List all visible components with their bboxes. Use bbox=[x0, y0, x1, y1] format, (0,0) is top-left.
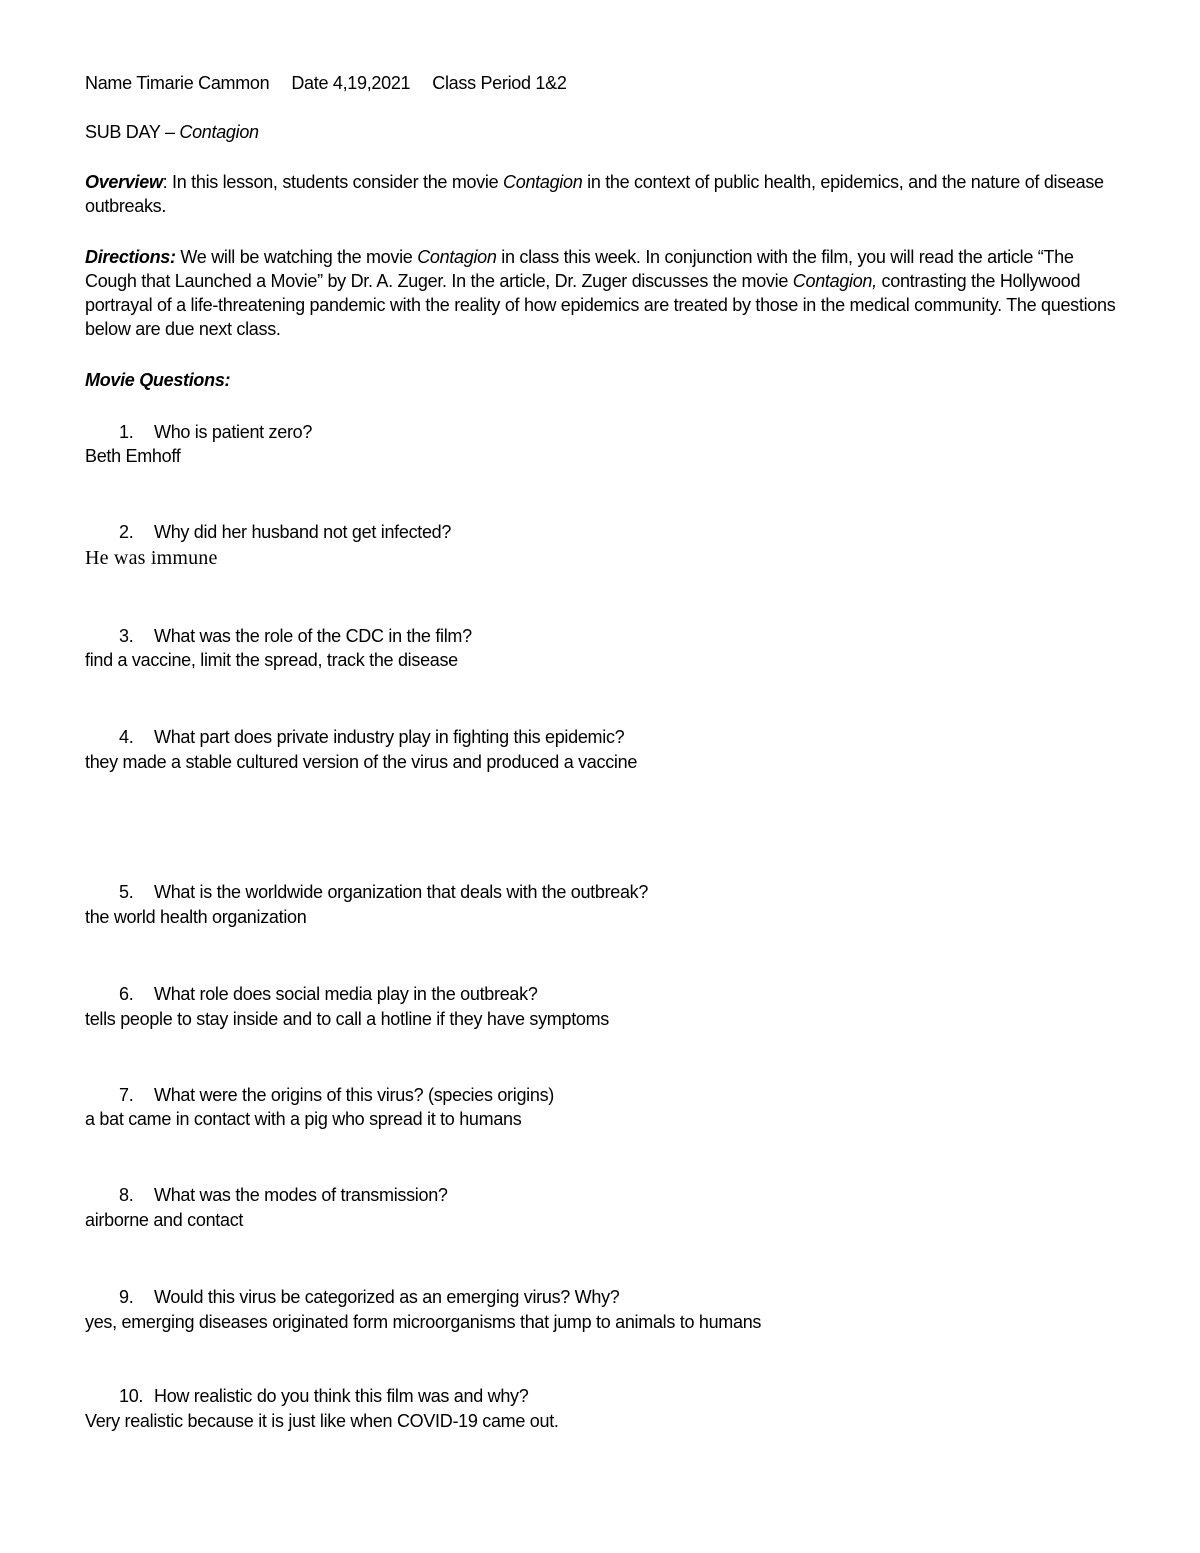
question-item bbox=[119, 1083, 554, 1107]
date-field: Date 4,19,2021 bbox=[291, 73, 411, 93]
question-number: 3. bbox=[119, 626, 134, 646]
question-number: 7. bbox=[119, 1085, 134, 1105]
question-number: 2. bbox=[119, 522, 134, 542]
question-number: 4. bbox=[119, 727, 134, 747]
question-item bbox=[119, 1183, 448, 1207]
question-text: How realistic do you think this film was and why? bbox=[154, 1386, 529, 1406]
question-item bbox=[119, 1285, 620, 1309]
question-item bbox=[119, 624, 472, 648]
answer-text: airborne and contact bbox=[85, 1210, 244, 1230]
question-text: What part does private industry play in fighting this epidemic? bbox=[154, 727, 625, 747]
overview-paragraph: Overview: In this lesson, students consider the movie Contagion in the context of public health, epidemics, and the nature of disease outbreaks. bbox=[85, 172, 1104, 216]
question-item bbox=[119, 880, 648, 904]
question-text: What role does social media play in the outbreak? bbox=[154, 984, 538, 1004]
question-number: 9. bbox=[119, 1287, 134, 1307]
sub-day-title: SUB DAY – Contagion bbox=[85, 122, 259, 142]
question-text: What is the worldwide organization that deals with the outbreak? bbox=[154, 882, 649, 902]
question-text: Would this virus be categorized as an emerging virus? Why? bbox=[154, 1287, 620, 1307]
question-item bbox=[119, 725, 624, 749]
answer-text: tells people to stay inside and to call a hotline if they have symptoms bbox=[85, 1009, 610, 1029]
question-text: What was the modes of transmission? bbox=[154, 1185, 448, 1205]
movie-title: Contagion bbox=[179, 122, 259, 142]
question-item bbox=[119, 982, 538, 1006]
answer-text: they made a stable cultured version of the virus and produced a vaccine bbox=[85, 752, 638, 772]
overview-label: Overview bbox=[85, 172, 163, 192]
question-item bbox=[119, 420, 312, 444]
question-text: What was the role of the CDC in the film? bbox=[154, 626, 472, 646]
question-text: Who is patient zero? bbox=[154, 422, 313, 442]
question-number: 6. bbox=[119, 984, 134, 1004]
question-number: 1. bbox=[119, 422, 134, 442]
answer-text: Beth Emhoff bbox=[85, 446, 181, 466]
answer-text: yes, emerging diseases originated form microorganisms that jump to animals to humans bbox=[85, 1312, 762, 1332]
movie-questions-heading: Movie Questions: bbox=[85, 370, 231, 390]
answer-text: Very realistic because it is just like when COVID-19 came out. bbox=[85, 1411, 559, 1431]
answer-text: He was immune bbox=[85, 547, 218, 569]
student-name: Name Timarie Cammon bbox=[85, 73, 270, 93]
header-line bbox=[85, 71, 567, 95]
question-number: 5. bbox=[119, 882, 134, 902]
question-number: 10. bbox=[119, 1386, 144, 1406]
directions-label: Directions: bbox=[85, 247, 176, 267]
answer-text: a bat came in contact with a pig who spread it to humans bbox=[85, 1109, 522, 1129]
class-period: Class Period 1&2 bbox=[432, 73, 567, 93]
question-number: 8. bbox=[119, 1185, 134, 1205]
question-item bbox=[119, 520, 451, 544]
answer-text: the world health organization bbox=[85, 907, 307, 927]
answer-text: find a vaccine, limit the spread, track the disease bbox=[85, 650, 458, 670]
question-text: Why did her husband not get infected? bbox=[154, 522, 452, 542]
question-item bbox=[119, 1384, 528, 1408]
question-text: What were the origins of this virus? (species origins) bbox=[154, 1085, 554, 1105]
directions-paragraph: Directions: We will be watching the movie Contagion in class this week. In conjunction with the film, you will read the article “The Cough that Launched a Movie” by Dr. A. Zuger. In the article, Dr. Zuger discusses the movie Contagion, contrasting the Hollywood portrayal of a life-threatening pandemic with the reality of how epidemics are treated by those in the medical community. The questions below are due next class. bbox=[85, 247, 1116, 339]
